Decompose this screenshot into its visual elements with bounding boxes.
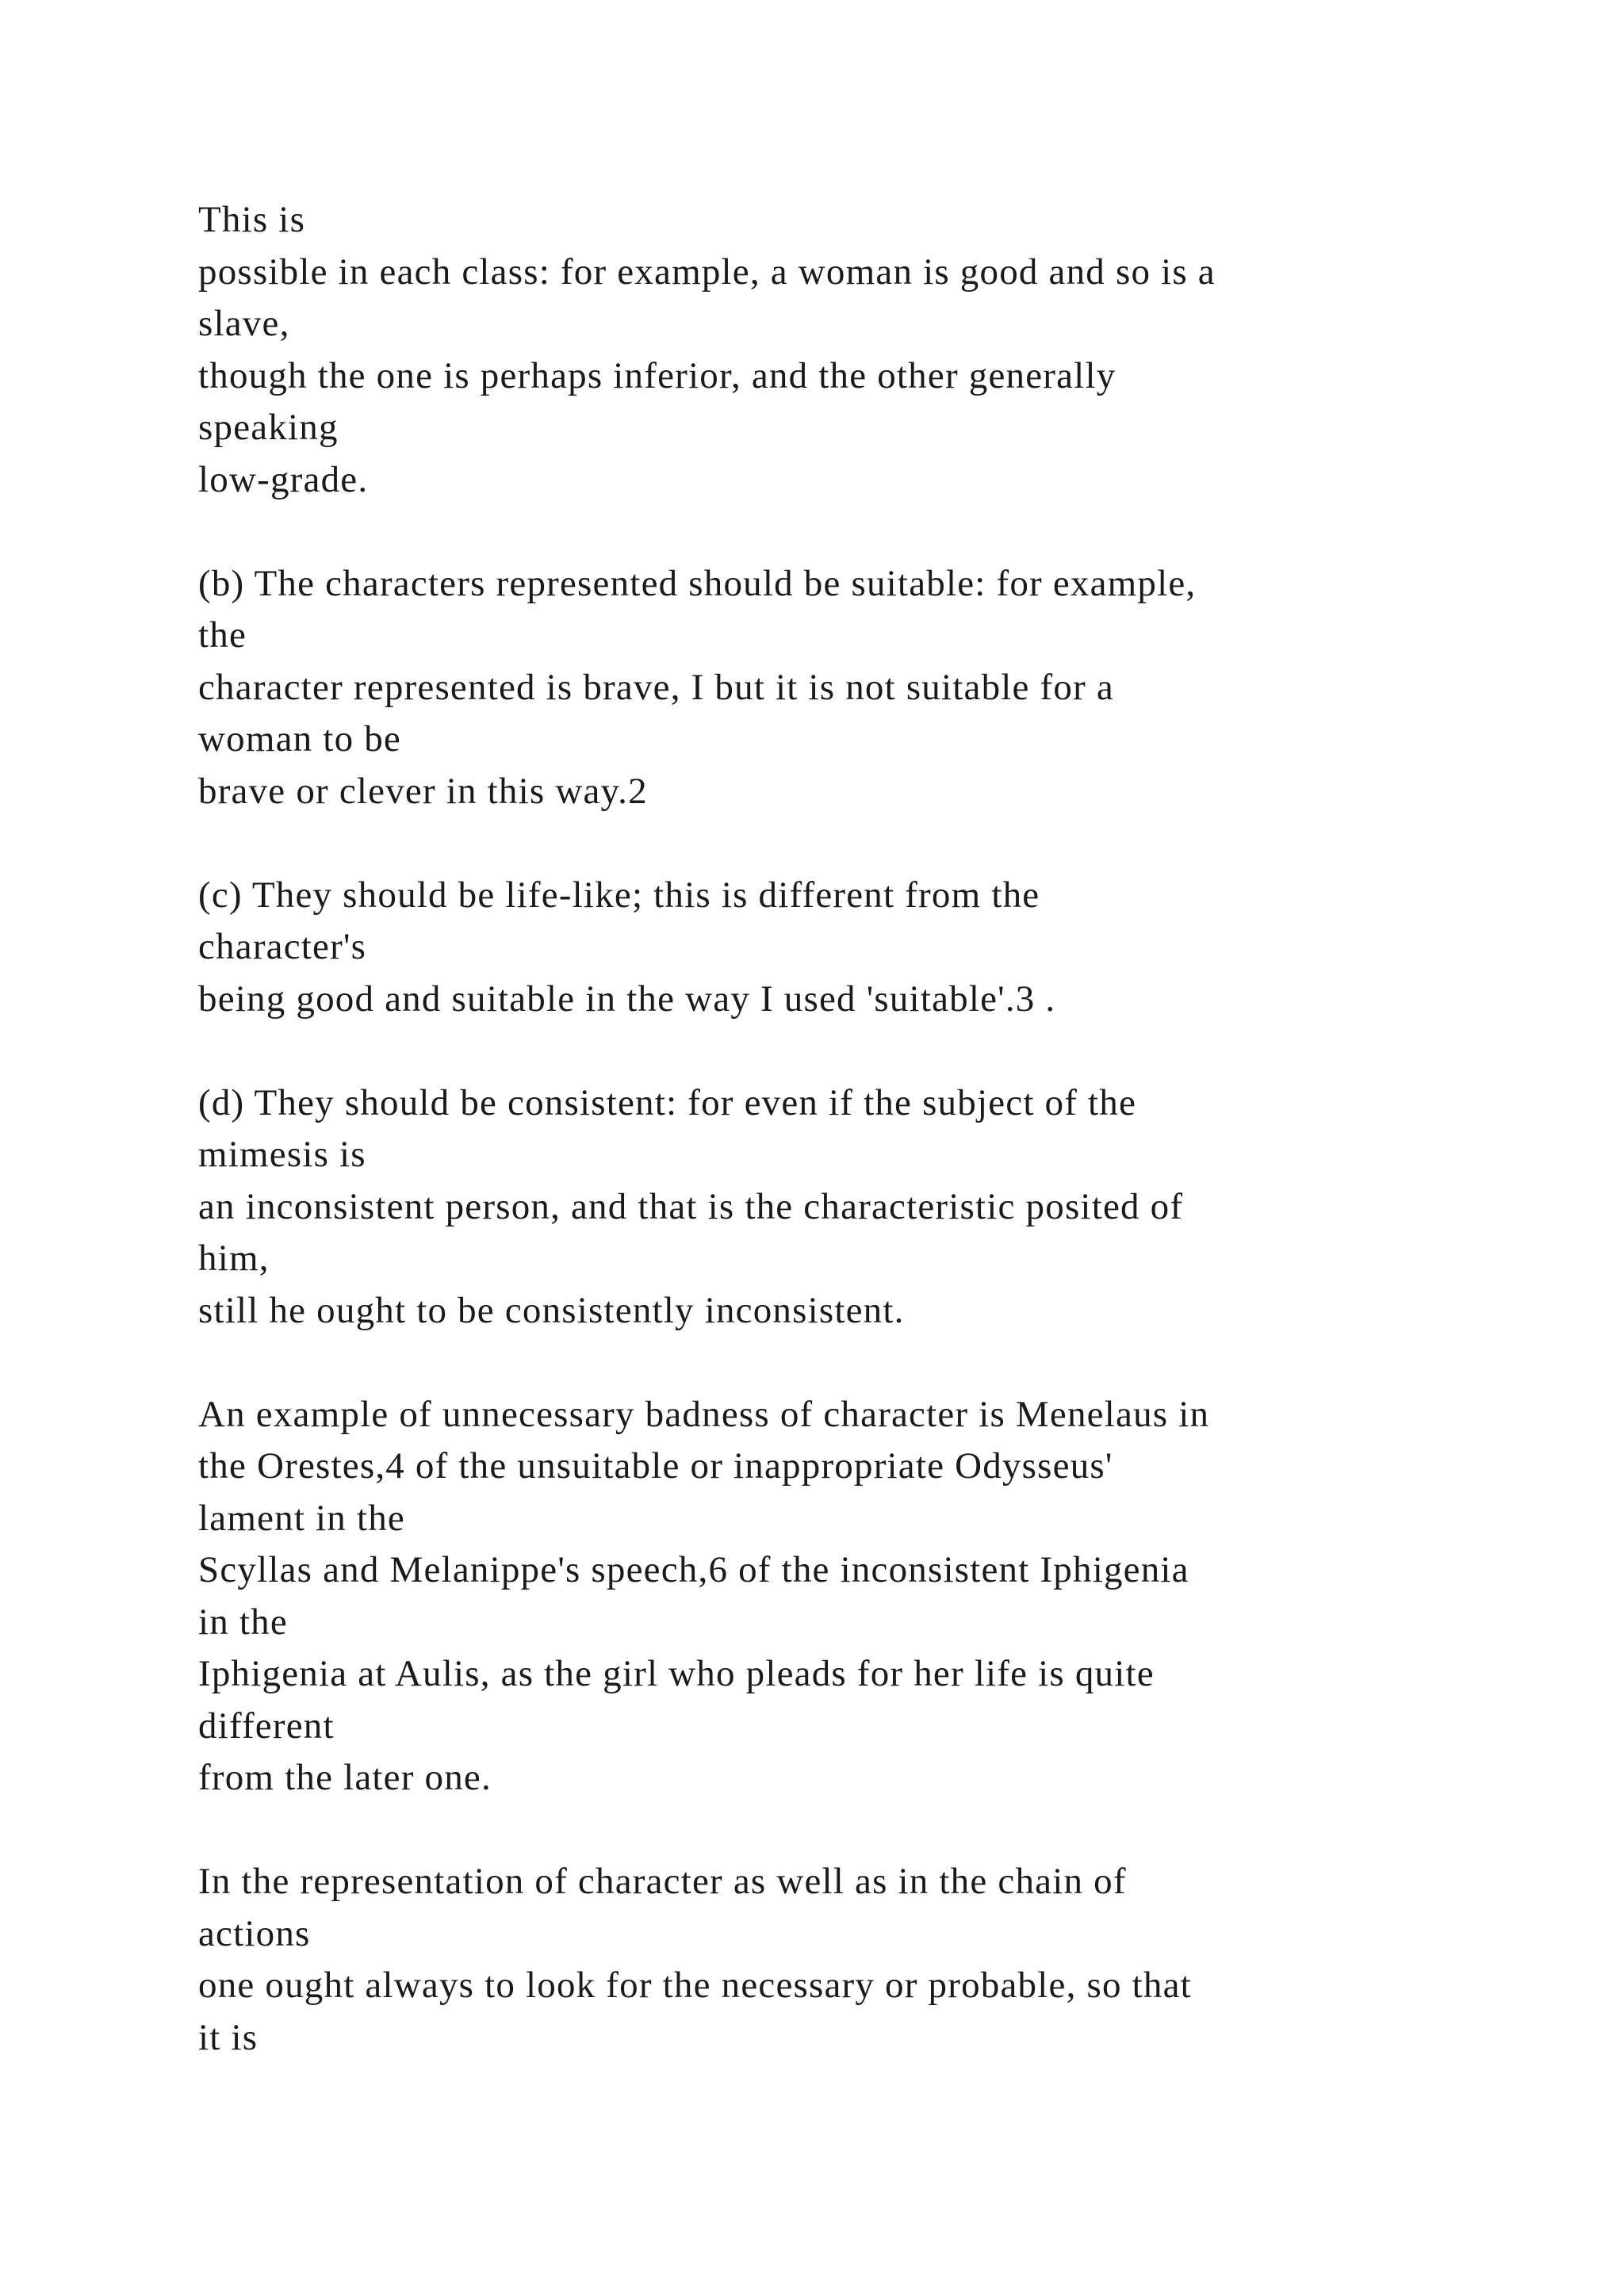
paragraph-6 [198, 1856, 1507, 2064]
paragraph-1 [198, 194, 1507, 506]
text-line: low-grade. [198, 458, 369, 500]
text-line: the Orestes,4 of the unsuitable or inappropriate Odysseus' [198, 1445, 1113, 1487]
text-line: from the later one. [198, 1757, 492, 1798]
text-line: Scyllas and Melanippe's speech,6 of the inconsistent Iphigenia [198, 1549, 1189, 1590]
text-line: lament in the [198, 1497, 405, 1539]
text-line: possible in each class: for example, a woman is good and so is a [198, 251, 1216, 293]
text-line: though the one is perhaps inferior, and the other generally [198, 354, 1116, 396]
text-line: slave, [198, 303, 290, 344]
text-line: woman to be [198, 718, 401, 760]
text-line: character represented is brave, I but it is not suitable for a [198, 666, 1114, 708]
text-line: it is [198, 2016, 259, 2058]
text-line: an inconsistent person, and that is the characteristic posited of [198, 1185, 1184, 1227]
text-line: (d) They should be consistent: for even if the subject of the [198, 1081, 1137, 1123]
text-line: still he ought to be consistently inconsistent. [198, 1289, 905, 1331]
text-line: This is [198, 199, 306, 240]
text-line: (b) The characters represented should be suitable: for example, [198, 562, 1197, 604]
paragraph-2 [198, 558, 1507, 818]
paragraph-5 [198, 1389, 1507, 1804]
text-line: An example of unnecessary badness of character is Menelaus in [198, 1393, 1210, 1435]
text-line: different [198, 1705, 335, 1747]
paragraph-4 [198, 1077, 1507, 1337]
document-body [198, 194, 1507, 2116]
text-line: brave or clever in this way.2 [198, 770, 648, 812]
text-line: speaking [198, 407, 339, 448]
text-line: actions [198, 1912, 311, 1954]
text-line: (c) They should be life-like; this is different from the [198, 874, 1040, 916]
text-line: him, [198, 1238, 270, 1279]
text-line: in the [198, 1601, 288, 1643]
text-line: mimesis is [198, 1134, 366, 1175]
text-line: the [198, 614, 247, 656]
text-line: character's [198, 926, 367, 967]
text-line: being good and suitable in the way I used 'suitable'.3 . [198, 978, 1056, 1020]
text-line: In the representation of character as well as in the chain of [198, 1861, 1127, 1902]
paragraph-3 [198, 870, 1507, 1026]
text-line: one ought always to look for the necessary or probable, so that [198, 1965, 1192, 2006]
text-line: Iphigenia at Aulis, as the girl who pleads for her life is quite [198, 1653, 1155, 1694]
